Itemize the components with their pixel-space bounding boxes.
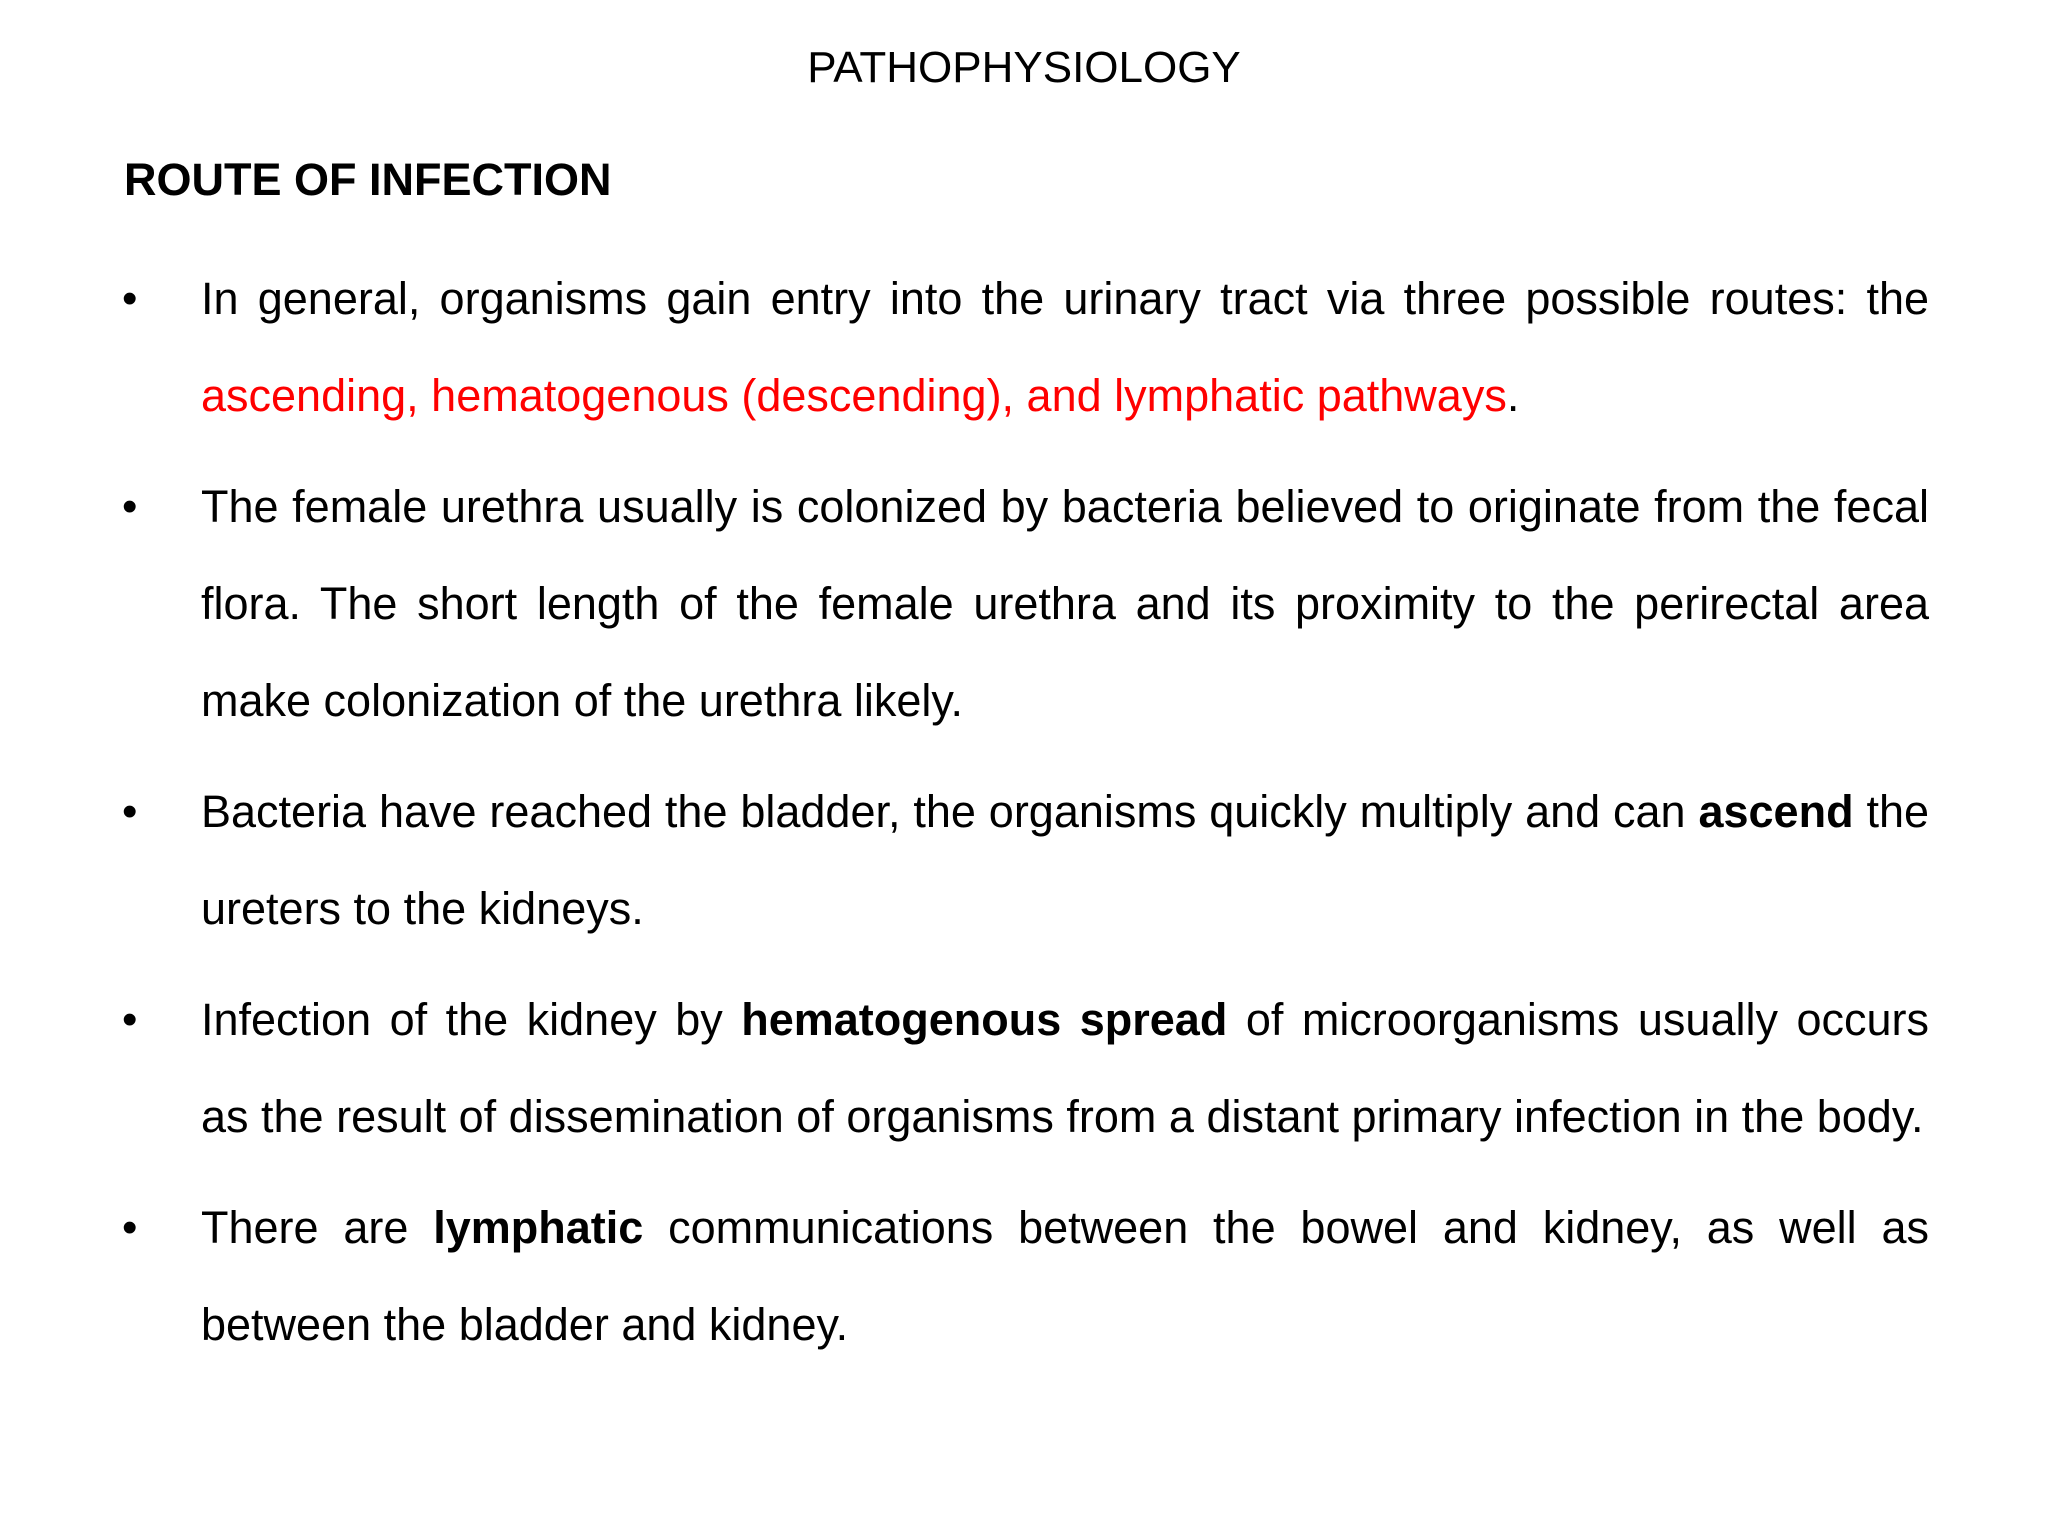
text-segment: The female urethra usually is colonized by bacteria believed to originate from the fecal flora. The short length of the female urethra and its proximity to the perirectal area make colonization of the urethra likely. [201,481,1929,726]
bold-term-lymphatic: lymphatic [433,1202,644,1253]
bullet-icon: • [122,787,138,836]
highlighted-pathways: ascending, hematogenous (descending), and lymphatic pathways [201,370,1507,421]
bullet-item-hematogenous [0,971,2048,1165]
bullet-icon: • [122,995,138,1044]
text-segment: . [1506,370,1520,421]
text-segment: Bacteria have reached the bladder, the organisms quickly multiply and can [201,786,1699,837]
bullet-text [201,1179,1929,1373]
text-segment: In general, organisms gain entry into the urinary tract via three possible routes: the [201,273,1929,324]
text-segment: of microorganisms usually occurs as the result of dissemination of organisms from a distant primary infection in the body. [201,994,1929,1142]
bullet-icon: • [122,482,138,531]
section-heading: ROUTE OF INFECTION [124,154,612,205]
bullet-text [201,971,1929,1165]
bold-term-ascend: ascend [1698,786,1854,837]
bullet-list [0,250,2048,1387]
bullet-item-routes [0,250,2048,444]
text-segment: There are [201,1202,434,1253]
bullet-text [201,458,1929,749]
bullet-item-ascend [0,763,2048,957]
bullet-text [201,250,1929,444]
bullet-icon: • [122,1203,138,1252]
bullet-text [201,763,1929,957]
text-segment: Infection of the kidney by [201,994,742,1045]
bullet-item-female-urethra [0,458,2048,749]
text-segment: the ureters to the kidneys. [201,786,1929,934]
slide-title: PATHOPHYSIOLOGY [807,43,1241,92]
bullet-item-lymphatic [0,1179,2048,1373]
bullet-icon: • [122,274,138,323]
text-segment: communications between the bowel and kidney, as well as between the bladder and kidney. [201,1202,1930,1350]
bold-term-hematogenous-spread: hematogenous spread [741,994,1228,1045]
